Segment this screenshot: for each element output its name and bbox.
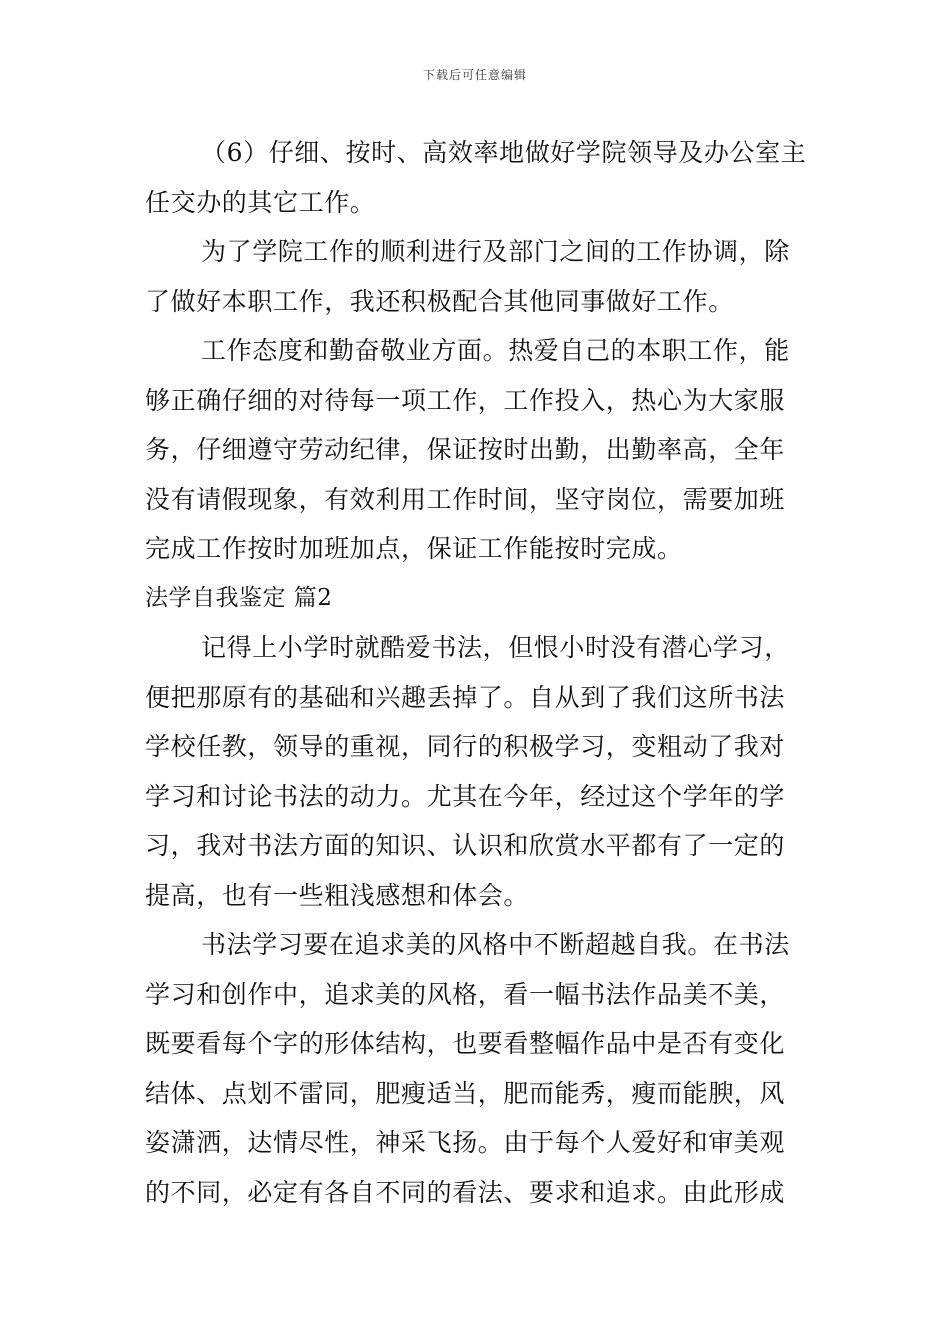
text-line: 学习和讨论书法的动力。尤其在今年，经过这个学年的学 — [145, 781, 786, 811]
text-line: 工作态度和勤奋敬业方面。热爱自己的本职工作，能 — [201, 336, 790, 365]
text-line: 结体、点划不雷同，肥瘦适当，肥而能秀，瘦而能腴，风 — [145, 1078, 786, 1108]
text-line: 记得上小学时就酷爱书法，但恨小时没有潜心学习， — [201, 633, 790, 662]
text-line: 够正确仔细的对待每一项工作，工作投入，热心为大家服 — [145, 385, 786, 415]
section-heading: 法学自我鉴定 篇2 — [145, 584, 333, 611]
text-line: 学校任教，领导的重视，同行的积极学习，变粗动了我对 — [145, 732, 786, 761]
text-line: 姿潇洒，达情尽性，神采飞扬。由于每个人爱好和审美观 — [145, 1128, 786, 1157]
text-line: 任交办的其它工作。 — [145, 187, 376, 217]
text-line: 便把那原有的基础和兴趣丢掉了。自从到了我们这所书法 — [145, 682, 786, 712]
text-line: 学习和创作中，追求美的风格，看一幅书法作品美不美， — [145, 979, 786, 1009]
text-line: 完成工作按时加班加点，保证工作能按时完成。 — [145, 534, 683, 563]
text-line: 的不同，必定有各自不同的看法、要求和追求。由此形成 — [145, 1177, 786, 1207]
text-line: 既要看每个字的形体结构，也要看整幅作品中是否有变化 — [145, 1029, 786, 1058]
document-body — [145, 128, 809, 1217]
page-header: 下载后可任意编辑 — [422, 68, 527, 82]
text-line: （6）仔细、按时、高效率地做好学院领导及办公室主 — [201, 138, 807, 167]
text-line: 务，仔细遵守劳动纪律，保证按时出勤，出勤率高，全年 — [145, 435, 786, 464]
text-line: 了做好本职工作，我还积极配合其他同事做好工作。 — [145, 286, 734, 316]
text-line: 书法学习要在追求美的风格中不断超越自我。在书法 — [201, 930, 790, 959]
text-line: 没有请假现象，有效利用工作时间，坚守岗位，需要加班 — [145, 484, 786, 514]
text-line: 提高，也有一些粗浅感想和体会。 — [145, 880, 530, 910]
text-line: 习，我对书法方面的知识、认识和欣赏水平都有了一定的 — [145, 831, 786, 860]
text-line: 为了学院工作的顺利进行及部门之间的工作协调，除 — [201, 237, 790, 266]
